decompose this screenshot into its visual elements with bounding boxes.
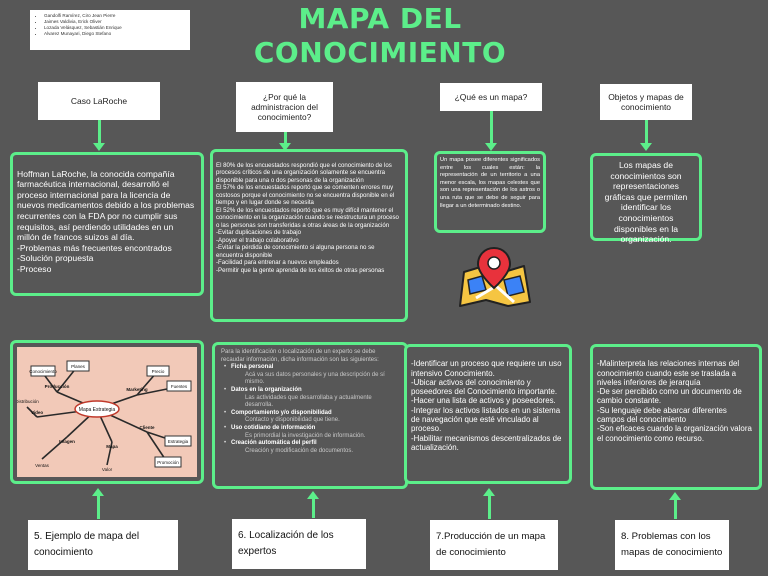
mindmap-box	[10, 340, 204, 484]
mindmap-node: Fuentes	[170, 384, 188, 389]
expertos-item-head: • Datos en la organización	[231, 386, 302, 393]
expertos-item-sub: Las actividades que desarrollaba y actualmente desarrolla.	[245, 394, 372, 409]
mindmap-node: Imagen	[59, 439, 75, 444]
title-line-2: CONOCIMIENTO	[253, 36, 507, 69]
arrow-down-icon	[93, 143, 105, 151]
expertos-item-sub: Acá va sus datos personales y una descripción de sí mismo.	[245, 371, 385, 386]
mindmap-node: Precio	[151, 369, 165, 374]
authors-box	[30, 10, 190, 50]
header-que-es	[440, 83, 542, 111]
arrow-line	[312, 498, 315, 518]
author-item: • Gandolfi Ramírez, Ciro Jean Pierre	[44, 13, 186, 19]
expertos-item-sub: Contacto y disponibilidad que tiene.	[245, 417, 340, 424]
expertos-box	[212, 342, 408, 489]
header-que-es-label: ¿Qué es un mapa?	[454, 91, 528, 102]
footer-7-label: 7.Producción de un mapa de conocimiento	[436, 531, 546, 558]
author-item: • Lozada Velásquez, Sebastián Enrique	[44, 25, 186, 31]
arrow-line	[674, 499, 677, 519]
arrow-line	[490, 111, 493, 144]
author-item: • Alvarez Munayari, Diego Stefano	[44, 31, 186, 37]
footer-8-label: 8. Problemas con los mapas de conocimiento	[621, 531, 723, 558]
que-es-box	[434, 151, 546, 233]
footer-5-label: 5. Ejemplo de mapa del conocimiento	[34, 531, 140, 558]
objetos-box	[590, 153, 702, 245]
mindmap-center: Mapa Estrategia	[78, 407, 116, 413]
expertos-item-head: • Ficha personal	[231, 364, 274, 371]
mindmap-image	[17, 347, 197, 477]
header-porque	[236, 82, 333, 132]
mindmap-node: Estrategia	[167, 439, 189, 444]
que-es-text: Un mapa posee diferentes significados entre los cuales están: la representación de un territorio a una menor escala, los mapas celestes que son una representación de los astros o una ruta que se debe de seguir para llegar a un determinado destino.	[440, 157, 540, 209]
mindmap-node: Planes	[71, 364, 85, 369]
expertos-intro: Para la identificación o localización de un experto se debe recaudar información, dicha información son las siguientes:	[221, 349, 379, 363]
page-title	[230, 2, 530, 70]
arrow-line	[98, 120, 101, 143]
header-caso-label: Caso LaRoche	[70, 95, 128, 106]
expertos-item-head: • Comportamiento y/o disponibilidad	[231, 409, 332, 416]
mindmap-node: Ventas	[35, 463, 49, 468]
arrow-down-icon	[640, 143, 652, 151]
porque-text: El 80% de los encuestados respondió que el conocimiento de los procesos críticos de una organización solamente se encuentra disponible para una o dos personas de la organización El 57% de los encuestados reportó que se comenten errores muy costosos porque el conocimiento no se encuentra disponible en el tiempo y en lugar donde se necesita El 52% de los encuestados reportó que es muy difícil mantener el conocimiento en la organización cuando se reestructura un proceso o las personas son transferidas a otras áreas de la organización -Evitar duplicaciones de trabajo -Apoyar el trabajo colaborativo -Evitar la pérdida de conocimiento si alguna persona no se encuentra disponible -Facilidad para entrenar a nuevos empleados -Permitir que la gente aprenda de los éxitos de otras personas	[216, 161, 399, 274]
mindmap-node: Distribución	[17, 399, 39, 404]
map-pin-icon	[456, 246, 532, 308]
produccion-text: -Identificar un proceso que requiere un uso intensivo Conocimiento. -Ubicar activos del conocimiento y poseedores del Conocimiento importante. -Hacer una lista de activos y poseedores. -Integrar los activos listados en un sistema de navegación que esté vinculado al proceso. -Habilitar mecanismos descentralizados de actualización.	[411, 359, 562, 452]
problemas-box	[590, 344, 762, 490]
mindmap-node: Cliente	[139, 425, 155, 430]
produccion-box	[404, 344, 572, 484]
mindmap-node: Promoción	[157, 460, 179, 465]
header-objetos-label: Objetos y mapas de conocimiento	[608, 91, 684, 112]
caso-text: Hoffman LaRoche, la conocida compañía farmacéutica internacional, desarrolló el proceso internacional para la licencia de nuevos medicamentos debido a los problemas recurrentes con la FDA por no cumplir sus requisitos, así perdiendo utilidades en un millón de francos suizos al día. -Problemas más frecuentes encontrados -Solución propuesta -Proceso	[17, 168, 195, 274]
title-line-1: MAPA DEL	[298, 2, 462, 35]
arrow-line	[488, 495, 491, 519]
problemas-text: -Malinterpreta las relaciones internas del conocimiento cuando este se traslada a niveles inferiores de jerarquía -De ser percibido como un documento de cambio constante. -Su lenguaje debe abarcar diferentes campos del conocimiento -Son eficaces cuando la organización valora el conocimiento como recurso.	[597, 359, 752, 443]
arrow-line	[645, 120, 648, 144]
footer-6-label: 6. Localización de los expertos	[238, 530, 334, 557]
footer-6	[232, 519, 366, 569]
arrow-down-icon	[485, 143, 497, 151]
mindmap-node: Producción	[44, 384, 70, 389]
header-porque-label: ¿Por qué la administracion del conocimiento?	[251, 92, 318, 122]
porque-box	[210, 149, 408, 322]
expertos-item-sub: Creación y modificación de documentos.	[245, 447, 354, 454]
footer-5	[28, 520, 178, 570]
header-caso	[38, 82, 160, 120]
footer-7	[430, 520, 558, 570]
footer-8	[615, 520, 729, 570]
caso-box	[10, 152, 204, 296]
expertos-item-head: • Uso cotidiano de información	[231, 424, 316, 431]
mindmap-node: Mapa	[106, 444, 118, 449]
mindmap-node: Marketing	[126, 387, 148, 392]
mindmap-node: Video	[30, 410, 44, 415]
expertos-item-sub: Es primordial la investigación de información.	[245, 432, 366, 439]
expertos-item-head: • Creación automática del perfil	[231, 440, 317, 447]
arrow-line	[97, 495, 100, 519]
objetos-text: Los mapas de conocimientos son representaciones gráficas que permiten identificar los conocimientos disponibles en la organización.	[604, 160, 688, 245]
mindmap-node: Valor	[101, 467, 113, 472]
mindmap-node: Conocimiento	[29, 369, 57, 374]
header-objetos	[600, 84, 692, 120]
author-item: • Jaimes Valdivia, Erick Oliver	[44, 19, 186, 25]
